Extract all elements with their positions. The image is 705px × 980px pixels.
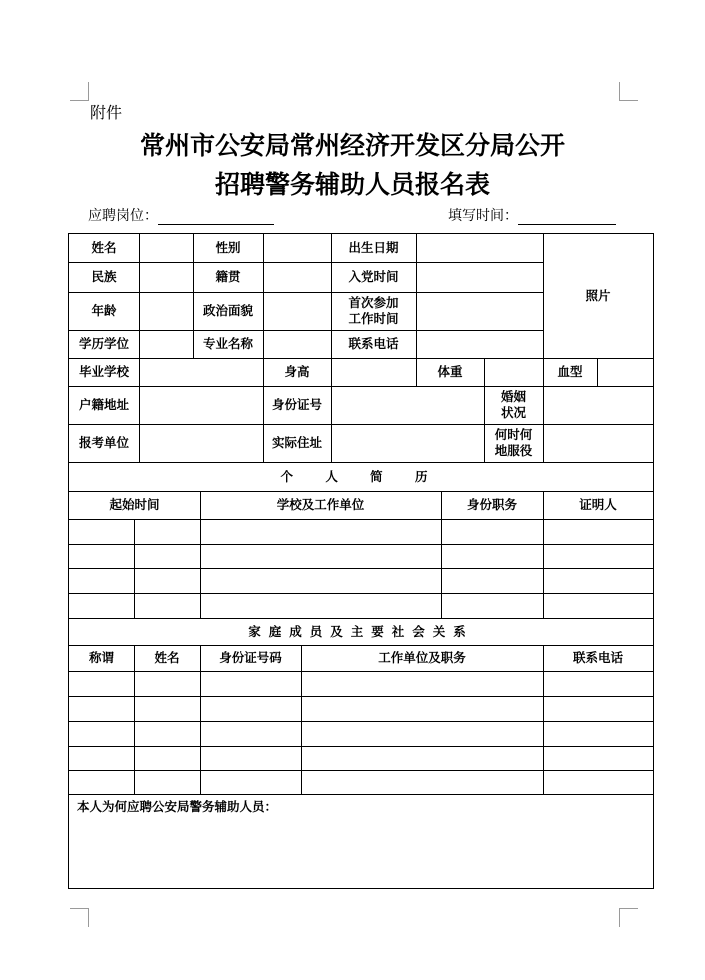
crop-mark-top-right (619, 82, 638, 101)
family-row[interactable] (69, 721, 653, 746)
marital-status-input[interactable] (544, 386, 653, 424)
weight-label: 体重 (437, 364, 463, 379)
name-input[interactable] (140, 234, 193, 262)
family-col-name: 姓名 (154, 650, 180, 665)
height-label: 身高 (284, 364, 310, 379)
ethnicity-label: 民族 (91, 269, 117, 284)
crop-mark-bottom-left (70, 908, 89, 927)
party-date-input[interactable] (417, 262, 543, 292)
gender-label: 性别 (215, 240, 241, 255)
resume-row[interactable] (69, 593, 653, 618)
party-date-label: 入党时间 (348, 269, 399, 284)
applied-unit-input[interactable] (140, 424, 263, 462)
registration-form-table (68, 233, 654, 889)
blood-type-input[interactable] (598, 358, 653, 386)
school-label: 毕业学校 (78, 364, 129, 379)
family-col-id: 身份证号码 (219, 650, 282, 665)
position-field (88, 205, 274, 225)
birth-date-input[interactable] (417, 234, 543, 262)
service-time-place-input[interactable] (544, 424, 653, 462)
service-time-place-label: 何时何 地服役 (494, 427, 533, 458)
family-row[interactable] (69, 746, 653, 770)
family-col-phone: 联系电话 (572, 650, 623, 665)
major-label: 专业名称 (202, 336, 253, 351)
resume-row[interactable] (69, 568, 653, 593)
family-row[interactable] (69, 671, 653, 696)
native-place-input[interactable] (264, 262, 331, 292)
weight-input[interactable] (485, 358, 543, 386)
family-row[interactable] (69, 696, 653, 721)
applied-unit-label: 报考单位 (78, 435, 129, 450)
marital-status-label: 婚姻 状况 (500, 389, 526, 420)
school-input[interactable] (140, 358, 263, 386)
political-status-label: 政治面貌 (202, 303, 253, 318)
ethnicity-input[interactable] (140, 262, 193, 292)
resume-section-title: 个 人 简 历 (280, 468, 442, 484)
blood-type-label: 血型 (557, 364, 583, 379)
id-number-label: 身份证号 (271, 397, 322, 412)
reason-input-area[interactable] (69, 814, 653, 888)
first-work-time-label: 首次参加 工作时间 (348, 295, 399, 326)
resume-col-unit: 学校及工作单位 (276, 497, 365, 512)
title-line-1: 常州市公安局常州经济开发区分局公开 (139, 131, 565, 160)
family-col-relation: 称谓 (88, 650, 114, 665)
photo-box[interactable]: 照片 (585, 288, 611, 303)
crop-mark-top-left (70, 82, 89, 101)
height-input[interactable] (332, 358, 416, 386)
gender-input[interactable] (264, 234, 331, 262)
fill-time-input-line[interactable] (518, 210, 616, 225)
political-status-input[interactable] (264, 292, 331, 330)
resume-col-duty: 身份职务 (466, 497, 517, 512)
fill-time-field (448, 205, 616, 225)
household-address-input[interactable] (140, 386, 263, 424)
education-label: 学历学位 (78, 336, 129, 351)
actual-address-input[interactable] (332, 424, 484, 462)
position-label: 应聘岗位： (88, 208, 158, 224)
resume-row[interactable] (69, 519, 653, 544)
title-line-2: 招聘警务辅助人员报名表 (214, 170, 490, 199)
family-col-work: 工作单位及职务 (378, 650, 466, 665)
crop-mark-bottom-right (619, 908, 638, 927)
age-input[interactable] (140, 292, 193, 330)
actual-address-label: 实际住址 (271, 435, 322, 450)
phone-label: 联系电话 (348, 336, 399, 351)
resume-row[interactable] (69, 544, 653, 568)
reason-label: 本人为何应聘公安局警务辅助人员： (77, 799, 278, 814)
name-label: 姓名 (91, 240, 117, 255)
fill-time-label: 填写时间： (448, 208, 518, 224)
birth-date-label: 出生日期 (348, 240, 399, 255)
education-input[interactable] (140, 330, 193, 358)
id-number-input[interactable] (332, 386, 484, 424)
native-place-label: 籍贯 (215, 269, 241, 284)
resume-col-witness: 证明人 (579, 497, 617, 512)
resume-col-time: 起始时间 (109, 497, 160, 512)
position-input-line[interactable] (158, 210, 274, 225)
major-input[interactable] (264, 330, 331, 358)
family-section-title: 家庭成员及主要社会关系 (248, 623, 474, 639)
age-label: 年龄 (91, 303, 117, 318)
family-row[interactable] (69, 770, 653, 794)
household-address-label: 户籍地址 (78, 397, 129, 412)
first-work-time-input[interactable] (417, 292, 543, 330)
attachment-label: 附件 (90, 103, 123, 122)
phone-input[interactable] (417, 330, 543, 358)
